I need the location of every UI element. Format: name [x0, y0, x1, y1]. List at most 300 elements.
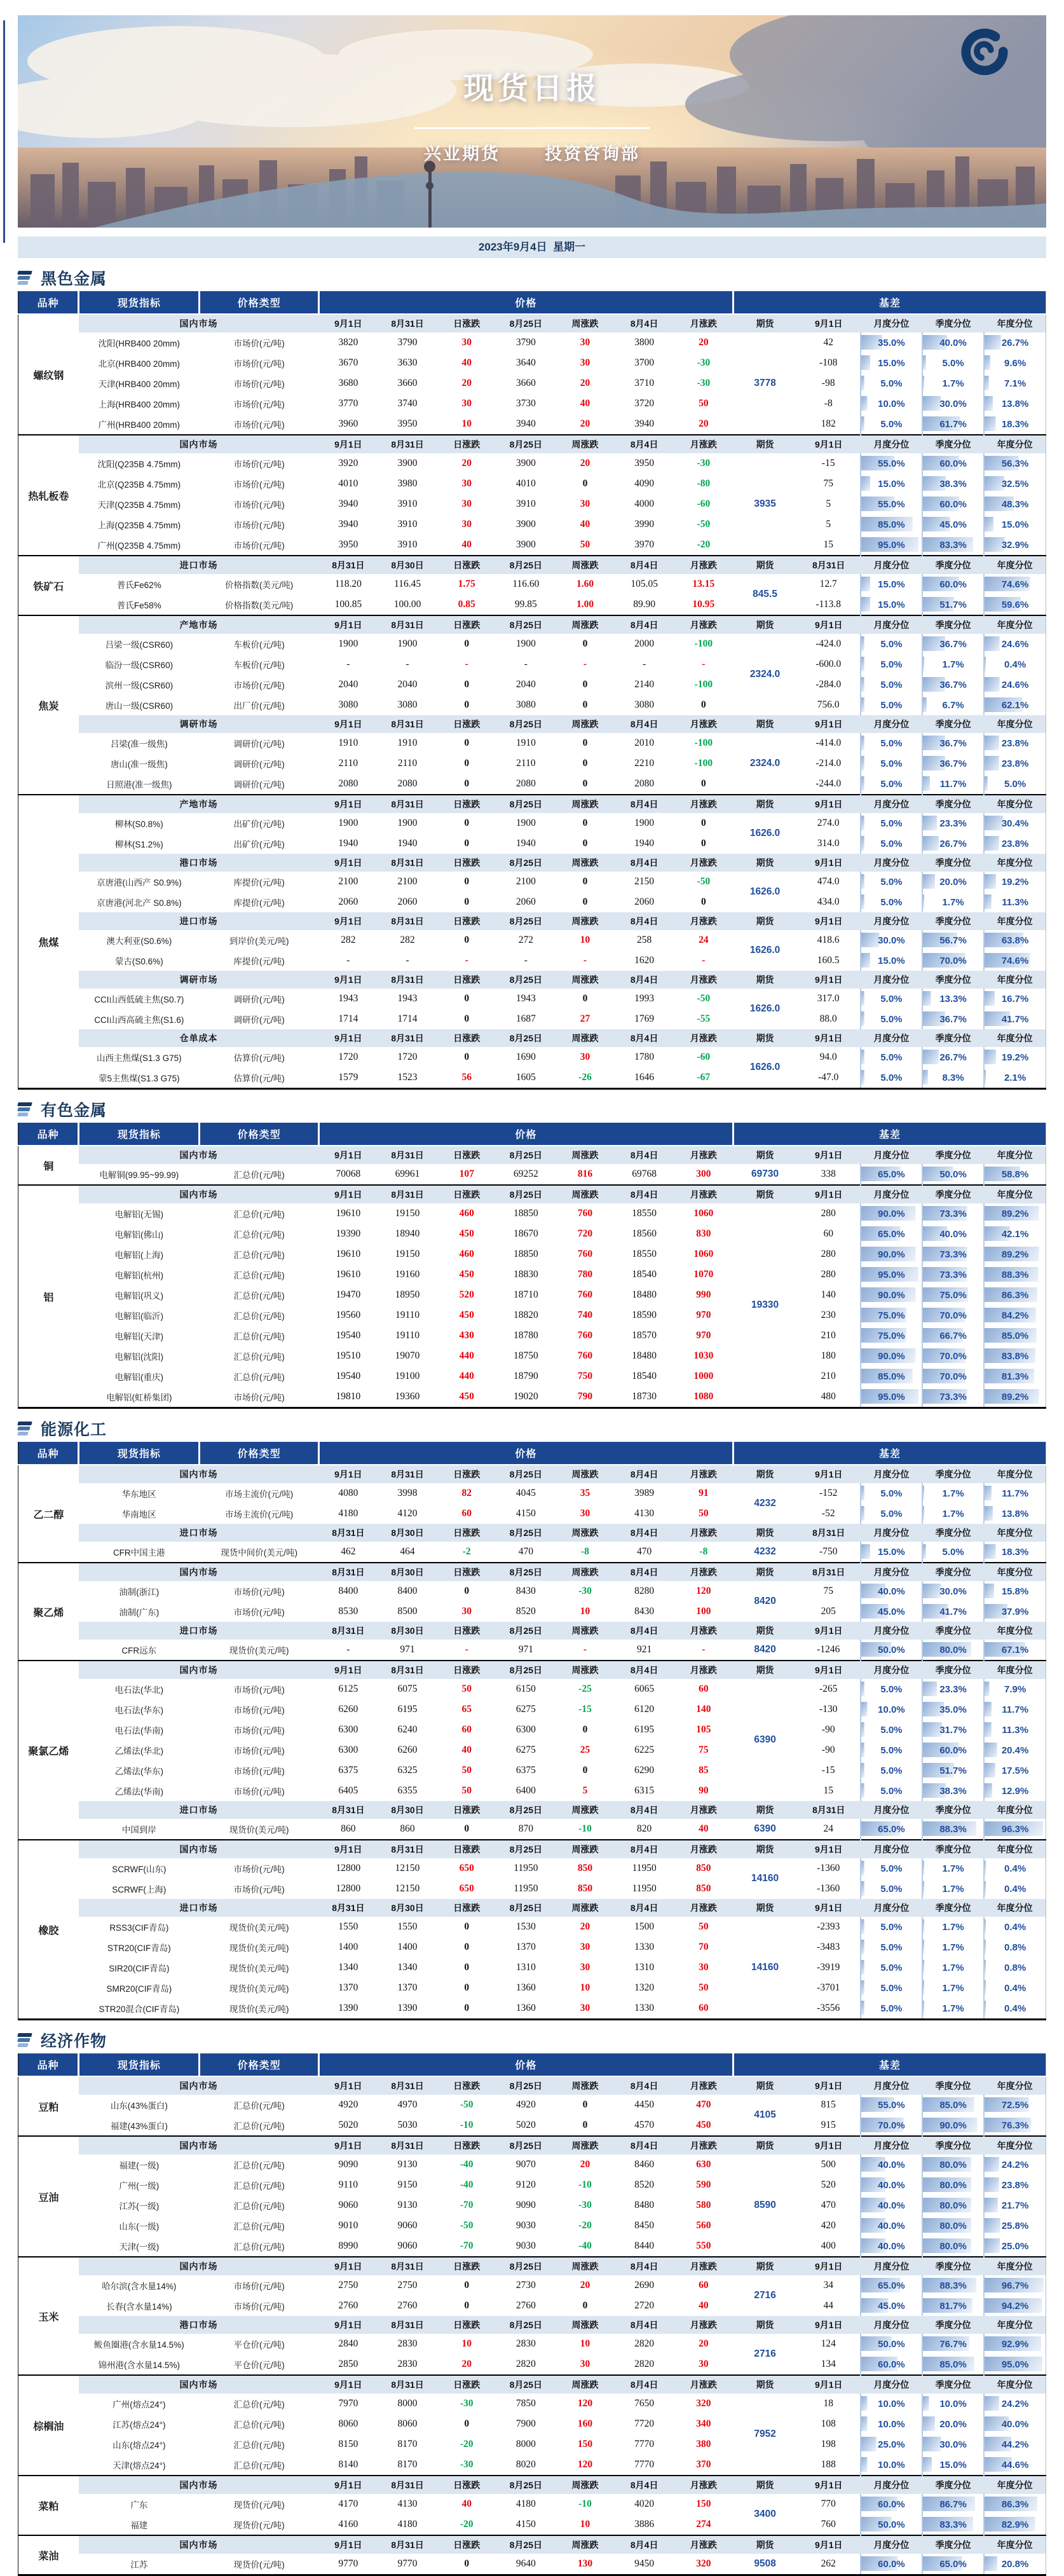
percentile-cell: 5.0%: [922, 1542, 984, 1563]
market-label: 国内市场: [79, 2476, 319, 2494]
change-value: 40: [699, 1823, 709, 1834]
column-label: 9月1日: [797, 854, 861, 872]
price-value: 4010: [515, 478, 536, 489]
percentile-cell: 70.0%: [922, 1305, 984, 1326]
change-value: -100: [694, 679, 713, 690]
column-label: 年度分位: [984, 715, 1046, 733]
column-label: 季度分位: [922, 971, 984, 989]
change-value: 20: [461, 378, 472, 388]
change-value: 740: [577, 1310, 593, 1320]
percentile-cell: 25.0%: [861, 2434, 922, 2455]
column-group-header: 现货指标: [79, 2053, 200, 2076]
change-value: 0: [464, 1942, 470, 1952]
column-label: 日涨跌: [437, 1029, 496, 1047]
indicator-label: 江苏: [130, 2560, 148, 2570]
column-label: 月涨跌: [674, 2076, 733, 2095]
price-value: 18550: [632, 1249, 657, 1259]
column-label: 月涨跌: [674, 912, 733, 930]
price-value: 4045: [515, 1488, 536, 1498]
column-label: 9月1日: [318, 1185, 378, 1203]
column-label: 8月25日: [496, 2076, 556, 2095]
column-label: 8月25日: [496, 2257, 556, 2275]
percentile-cell: 5.0%: [861, 989, 922, 1009]
org-futures-company: 兴业期货: [424, 144, 500, 163]
basis-value: -90: [821, 1724, 835, 1735]
change-value: 850: [696, 1883, 711, 1894]
commodity-name-cell: 菜粕: [18, 2476, 79, 2535]
column-group-header: 品种: [18, 1442, 79, 1465]
percentile-cell: 36.7%: [922, 675, 984, 695]
column-label: 年度分位: [984, 2257, 1046, 2275]
column-label: 9月1日: [318, 1146, 378, 1164]
percentile-cell: 23.3%: [922, 1679, 984, 1699]
change-value: 30: [580, 1942, 590, 1952]
report-banner: [18, 15, 1046, 228]
column-label: 9月1日: [797, 1622, 861, 1640]
percentile-cell: 23.8%: [984, 733, 1046, 753]
price-value: 1940: [515, 838, 536, 849]
percentile-cell: 80.0%: [922, 2155, 984, 2175]
price-value: 1943: [397, 993, 418, 1004]
price-value: 8440: [634, 2240, 655, 2251]
indicator-label: 上海(HRB400 20mm): [98, 400, 180, 409]
commodity-name-cell: 焦炭: [18, 615, 79, 795]
data-row: [18, 2216, 1046, 2236]
percentile-cell: 72.5%: [984, 2095, 1046, 2115]
percentile-cell: 25.0%: [984, 2236, 1046, 2257]
indicator-label: 电解铝(杭州): [114, 1271, 164, 1280]
futures-value: 8590: [754, 2200, 776, 2210]
price-value: 8460: [634, 2159, 655, 2170]
column-label: 8月25日: [496, 2375, 556, 2394]
column-label: 8月25日: [496, 435, 556, 453]
indicator-label: CCI山西高硫主焦(S1.6): [94, 1015, 184, 1025]
basis-value: -15: [821, 1765, 835, 1776]
percentile-cell: 89.2%: [984, 1387, 1046, 1408]
change-value: 650: [459, 1863, 474, 1874]
indicator-label: 电石法(华东): [114, 1706, 164, 1715]
price-value: 12150: [395, 1863, 420, 1874]
change-value: 0: [582, 2120, 588, 2130]
market-subheader-row: [18, 1563, 1046, 1581]
change-value: 0: [464, 1052, 470, 1062]
percentile-cell: 60.0%: [922, 1740, 984, 1760]
indicator-label: 吕梁一级(CSR60): [105, 640, 174, 650]
indicator-label: 油制(广东): [119, 1608, 160, 1617]
basis-value: -284.0: [815, 679, 842, 690]
change-value: -10: [578, 2179, 592, 2190]
column-label: 日涨跌: [437, 1185, 496, 1203]
change-value: 0: [464, 896, 470, 907]
price-value: 1993: [634, 993, 655, 1004]
percentile-cell: 70.0%: [861, 2115, 922, 2136]
commodity-name-cell: 焦煤: [18, 795, 79, 1089]
market-label: 国内市场: [79, 2257, 319, 2275]
price-value: 258: [637, 935, 652, 945]
column-label: 8月25日: [496, 715, 556, 733]
indicator-label: CFR远东: [121, 1646, 157, 1655]
price-type-label: 市场价(元/吨): [233, 380, 285, 389]
data-row: [18, 813, 1046, 833]
column-label: 8月4日: [615, 435, 674, 453]
price-value: 3080: [338, 699, 358, 710]
price-type-label: 车板价(元/吨): [233, 661, 285, 670]
change-value: 20: [580, 418, 590, 429]
data-row: [18, 1542, 1046, 1563]
percentile-cell: 1.7%: [922, 1998, 984, 2020]
price-type-label: 市场价(元/吨): [233, 1787, 285, 1797]
price-type-label: 汇总价(元/吨): [233, 2121, 285, 2131]
column-label: 8月31日: [378, 2076, 437, 2095]
column-label: 年度分位: [984, 2136, 1046, 2155]
change-value: 0: [582, 778, 588, 789]
commodity-block: [18, 1146, 1046, 1185]
price-value: 3640: [515, 357, 536, 368]
market-subheader-row: [18, 715, 1046, 733]
basis-value: 230: [821, 1310, 836, 1320]
price-type-label: 现货价(美元/吨): [229, 1646, 289, 1655]
price-value: 6300: [338, 1724, 358, 1735]
change-value: 10: [580, 2338, 590, 2349]
price-value: 3710: [634, 378, 655, 388]
market-subheader-row: [18, 795, 1046, 813]
percentile-cell: 85.0%: [861, 1366, 922, 1387]
column-label: 9月1日: [318, 971, 378, 989]
column-label: 年度分位: [984, 1029, 1046, 1047]
change-value: 30: [580, 1052, 590, 1062]
column-label: 8月31日: [318, 1563, 378, 1581]
basis-value: 480: [821, 1391, 836, 1402]
column-label: 8月31日: [797, 1563, 861, 1581]
price-value: 3920: [338, 458, 358, 469]
price-value: 282: [341, 935, 356, 945]
change-value: 450: [459, 1391, 474, 1402]
percentile-cell: 2.1%: [984, 1067, 1046, 1089]
price-type-label: 市场价(元/吨): [233, 1865, 285, 1874]
price-value: 2100: [515, 876, 536, 887]
basis-value: 500: [821, 2159, 836, 2170]
column-label: 季度分位: [922, 2257, 984, 2275]
price-type-label: 汇总价(元/吨): [233, 1230, 285, 1240]
column-label: 8月25日: [496, 2136, 556, 2155]
price-value: 8150: [338, 2439, 358, 2449]
change-value: 0: [464, 935, 470, 945]
indicator-label: 天津(Q235B 4.75mm): [97, 500, 181, 510]
column-label: 8月31日: [378, 1840, 437, 1858]
price-value: 4010: [338, 478, 358, 489]
basis-value: -98: [821, 378, 835, 388]
column-label: 季度分位: [922, 1465, 984, 1483]
futures-value: 2324.0: [749, 758, 781, 769]
percentile-cell: 65.0%: [861, 2275, 922, 2296]
basis-value: 338: [821, 1168, 836, 1179]
change-value: 50: [699, 1921, 709, 1932]
basis-value: 205: [821, 1606, 836, 1617]
price-value: 18730: [632, 1391, 657, 1402]
column-label: 月度分位: [861, 1185, 922, 1203]
data-row: [18, 634, 1046, 654]
data-row: [18, 1601, 1046, 1622]
price-type-label: 调研价(元/吨): [233, 995, 285, 1004]
column-label: 期货: [733, 615, 796, 634]
market-label: 国内市场: [79, 435, 319, 453]
commodity-block: [18, 615, 1046, 795]
change-value: 75: [699, 1744, 709, 1755]
change-value: -10: [578, 1823, 592, 1834]
price-value: 19160: [395, 1269, 420, 1280]
change-value: 1030: [693, 1350, 714, 1361]
column-label: 9月1日: [318, 2257, 378, 2275]
column-label: 8月4日: [615, 912, 674, 930]
percentile-cell: 35.0%: [861, 332, 922, 353]
percentile-cell: 5.0%: [861, 1720, 922, 1740]
price-value: 7900: [515, 2418, 536, 2429]
column-label: 月度分位: [861, 2316, 922, 2334]
column-label: 9月1日: [797, 2476, 861, 2494]
column-label: 9月1日: [797, 2535, 861, 2554]
data-row: [18, 2414, 1046, 2434]
percentile-cell: 23.8%: [984, 2175, 1046, 2195]
price-value: -: [406, 659, 409, 669]
change-value: 0: [582, 478, 588, 489]
percentile-cell: 5.0%: [861, 675, 922, 695]
change-value: -100: [694, 737, 713, 748]
percentile-cell: 70.0%: [922, 950, 984, 971]
column-group-header: 基差: [733, 291, 1046, 314]
price-value: 971: [400, 1644, 415, 1655]
percentile-cell: 30.0%: [922, 2434, 984, 2455]
indicator-label: 哈尔滨(含水量14%): [102, 2282, 177, 2291]
column-label: 月涨跌: [674, 2476, 733, 2494]
price-value: 8480: [634, 2200, 655, 2210]
price-value: 6225: [634, 1744, 655, 1755]
data-row: [18, 1264, 1046, 1285]
price-value: 6375: [515, 1765, 536, 1776]
percentile-cell: 95.0%: [861, 535, 922, 556]
change-value: 0: [582, 679, 588, 690]
price-value: 1330: [634, 2003, 655, 2013]
price-value: 1646: [634, 1072, 655, 1083]
price-value: 18710: [513, 1289, 538, 1300]
change-value: 40: [461, 2498, 472, 2509]
price-value: 4570: [634, 2120, 655, 2130]
indicator-label: 长春(含水量14%): [106, 2302, 172, 2312]
market-label: 进口市场: [79, 912, 319, 930]
column-label: 9月1日: [318, 2476, 378, 2494]
column-label: 月涨跌: [674, 1661, 733, 1679]
column-label: 8月4日: [615, 1622, 674, 1640]
basis-value: -130: [819, 1704, 838, 1715]
column-label: 月涨跌: [674, 1899, 733, 1917]
futures-value: 3400: [754, 2509, 776, 2519]
price-type-label: 汇总价(元/吨): [233, 2461, 285, 2470]
percentile-cell: 10.0%: [861, 2455, 922, 2476]
change-value: 850: [577, 1863, 593, 1874]
column-label: 周涨跌: [556, 1524, 615, 1542]
percentile-cell: 80.0%: [922, 2175, 984, 2195]
column-label: 周涨跌: [556, 715, 615, 733]
percentile-cell: 88.3%: [922, 1819, 984, 1840]
market-subheader-row: [18, 1465, 1046, 1483]
futures-value: 2716: [754, 2290, 776, 2301]
market-label: 国内市场: [79, 1840, 319, 1858]
price-type-label: 汇总价(元/吨): [233, 2222, 285, 2231]
data-row: [18, 353, 1046, 373]
market-subheader-row: [18, 1899, 1046, 1917]
column-label: 月度分位: [861, 971, 922, 989]
data-row: [18, 1640, 1046, 1661]
price-value: 3960: [338, 418, 358, 429]
data-row: [18, 1285, 1046, 1305]
column-label: 9月1日: [318, 314, 378, 332]
percentile-cell: 5.0%: [861, 733, 922, 753]
price-value: 921: [637, 1644, 652, 1655]
price-value: 3940: [515, 418, 536, 429]
change-value: 1.75: [458, 579, 475, 589]
percentile-cell: 18.3%: [984, 1542, 1046, 1563]
column-label: 季度分位: [922, 854, 984, 872]
price-value: 3910: [397, 519, 418, 530]
basis-value: 434.0: [817, 896, 840, 907]
price-value: 3790: [515, 337, 536, 348]
change-value: 85: [699, 1765, 709, 1776]
price-value: 18560: [632, 1228, 657, 1239]
column-label: 期货: [733, 2476, 796, 2494]
change-value: 790: [577, 1391, 593, 1402]
price-type-label: 市场价(元/吨): [233, 480, 285, 490]
change-value: 0: [464, 1586, 470, 1596]
change-value: 40: [699, 2300, 709, 2311]
indicator-label: 滨州一级(CSR60): [105, 681, 174, 690]
section-bullet-icon: [18, 1420, 34, 1437]
percentile-cell: 0.8%: [984, 1957, 1046, 1978]
section-bullet-icon: [18, 2032, 34, 2048]
price-type-label: 市场主流价(元/吨): [225, 1490, 294, 1499]
change-value: 90: [699, 1785, 709, 1796]
price-value: 8990: [338, 2240, 358, 2251]
indicator-label: 天津(熔点24°): [113, 2461, 166, 2470]
column-label: 8月31日: [378, 2136, 437, 2155]
futures-value: 1626.0: [749, 886, 781, 897]
data-row: [18, 1937, 1046, 1957]
column-label: 8月31日: [797, 1524, 861, 1542]
indicator-label: 电解铝(天津): [114, 1332, 164, 1341]
basis-value: 42: [823, 337, 833, 348]
percentile-cell: 24.6%: [984, 634, 1046, 654]
indicator-label: 华南地区: [121, 1510, 156, 1519]
data-row: [18, 474, 1046, 494]
price-type-label: 现货价(元/吨): [233, 2521, 285, 2530]
price-value: 2080: [634, 778, 655, 789]
table-header-row: [18, 2053, 1046, 2076]
basis-value: -414.0: [815, 737, 842, 748]
commodity-name-cell: 橡胶: [18, 1840, 79, 2020]
percentile-cell: 1.7%: [922, 654, 984, 675]
change-value: 760: [577, 1330, 593, 1341]
price-value: 3700: [634, 357, 655, 368]
price-table: [18, 1442, 1046, 2020]
indicator-label: 电解铝(沈阳): [114, 1352, 164, 1362]
percentile-cell: 5.0%: [861, 1937, 922, 1957]
percentile-cell: 10.0%: [922, 2394, 984, 2414]
percentile-cell: 90.0%: [861, 1346, 922, 1366]
change-value: 56: [461, 1072, 472, 1083]
price-value: 8170: [397, 2459, 418, 2470]
change-value: -: [702, 955, 706, 966]
data-row: [18, 2095, 1046, 2115]
basis-value: 5: [826, 498, 831, 509]
price-value: 8430: [515, 1586, 536, 1596]
price-type-label: 市场价(元/吨): [233, 1885, 285, 1894]
indicator-label: 柳林(S0.8%): [114, 819, 163, 829]
column-label: 期货: [733, 971, 796, 989]
percentile-cell: 96.7%: [984, 2275, 1046, 2296]
percentile-cell: 80.0%: [922, 2236, 984, 2257]
basis-value: -47.0: [818, 1072, 839, 1083]
section-title: [18, 1419, 1064, 1438]
price-value: 18540: [632, 1371, 657, 1381]
change-value: -67: [697, 1072, 711, 1083]
percentile-cell: 40.0%: [922, 332, 984, 353]
commodity-block: [18, 2476, 1046, 2535]
change-value: 70: [699, 1942, 709, 1952]
price-value: -: [643, 659, 646, 669]
change-value: 20: [580, 458, 590, 469]
column-label: 9月1日: [318, 1465, 378, 1483]
change-value: -: [583, 955, 587, 966]
futures-value: 6390: [754, 1823, 776, 1834]
column-group-header: 基差: [733, 1123, 1046, 1146]
price-value: 12800: [336, 1863, 361, 1874]
basis-value: -152: [819, 1488, 838, 1498]
percentile-cell: 32.9%: [984, 535, 1046, 556]
price-value: 19360: [395, 1391, 420, 1402]
section-title: [18, 268, 1064, 287]
data-row: [18, 774, 1046, 795]
basis-value: 180: [821, 1350, 836, 1361]
price-value: 9770: [338, 2558, 358, 2569]
percentile-cell: 11.7%: [984, 1483, 1046, 1504]
change-value: 120: [577, 2398, 593, 2409]
column-label: 8月31日: [378, 971, 437, 989]
percentile-cell: 1.7%: [922, 1858, 984, 1879]
change-value: 40: [580, 519, 590, 530]
basis-value: 418.6: [817, 935, 840, 945]
column-label: 年度分位: [984, 1622, 1046, 1640]
change-value: 1080: [693, 1391, 714, 1402]
commodity-name-cell: 豆粕: [18, 2076, 79, 2136]
price-value: 100.85: [334, 599, 362, 610]
percentile-cell: 26.7%: [922, 1047, 984, 1067]
change-value: -50: [697, 993, 711, 1004]
price-value: 2750: [338, 2280, 358, 2291]
change-value: -: [465, 1644, 468, 1655]
price-value: 2040: [338, 679, 358, 690]
percentile-cell: 50.0%: [861, 1640, 922, 1661]
change-value: 30: [461, 519, 472, 530]
column-label: 8月25日: [496, 2535, 556, 2554]
price-type-label: 调研价(元/吨): [233, 760, 285, 769]
commodity-block: [18, 1185, 1046, 1408]
data-row: [18, 394, 1046, 414]
column-label: 月度分位: [861, 435, 922, 453]
market-label: 进口市场: [79, 1622, 319, 1640]
basis-value: -214.0: [815, 758, 842, 769]
change-value: 380: [696, 2439, 711, 2449]
column-label: 8月31日: [378, 615, 437, 634]
change-value: -: [702, 659, 706, 669]
price-table: [18, 291, 1046, 1090]
